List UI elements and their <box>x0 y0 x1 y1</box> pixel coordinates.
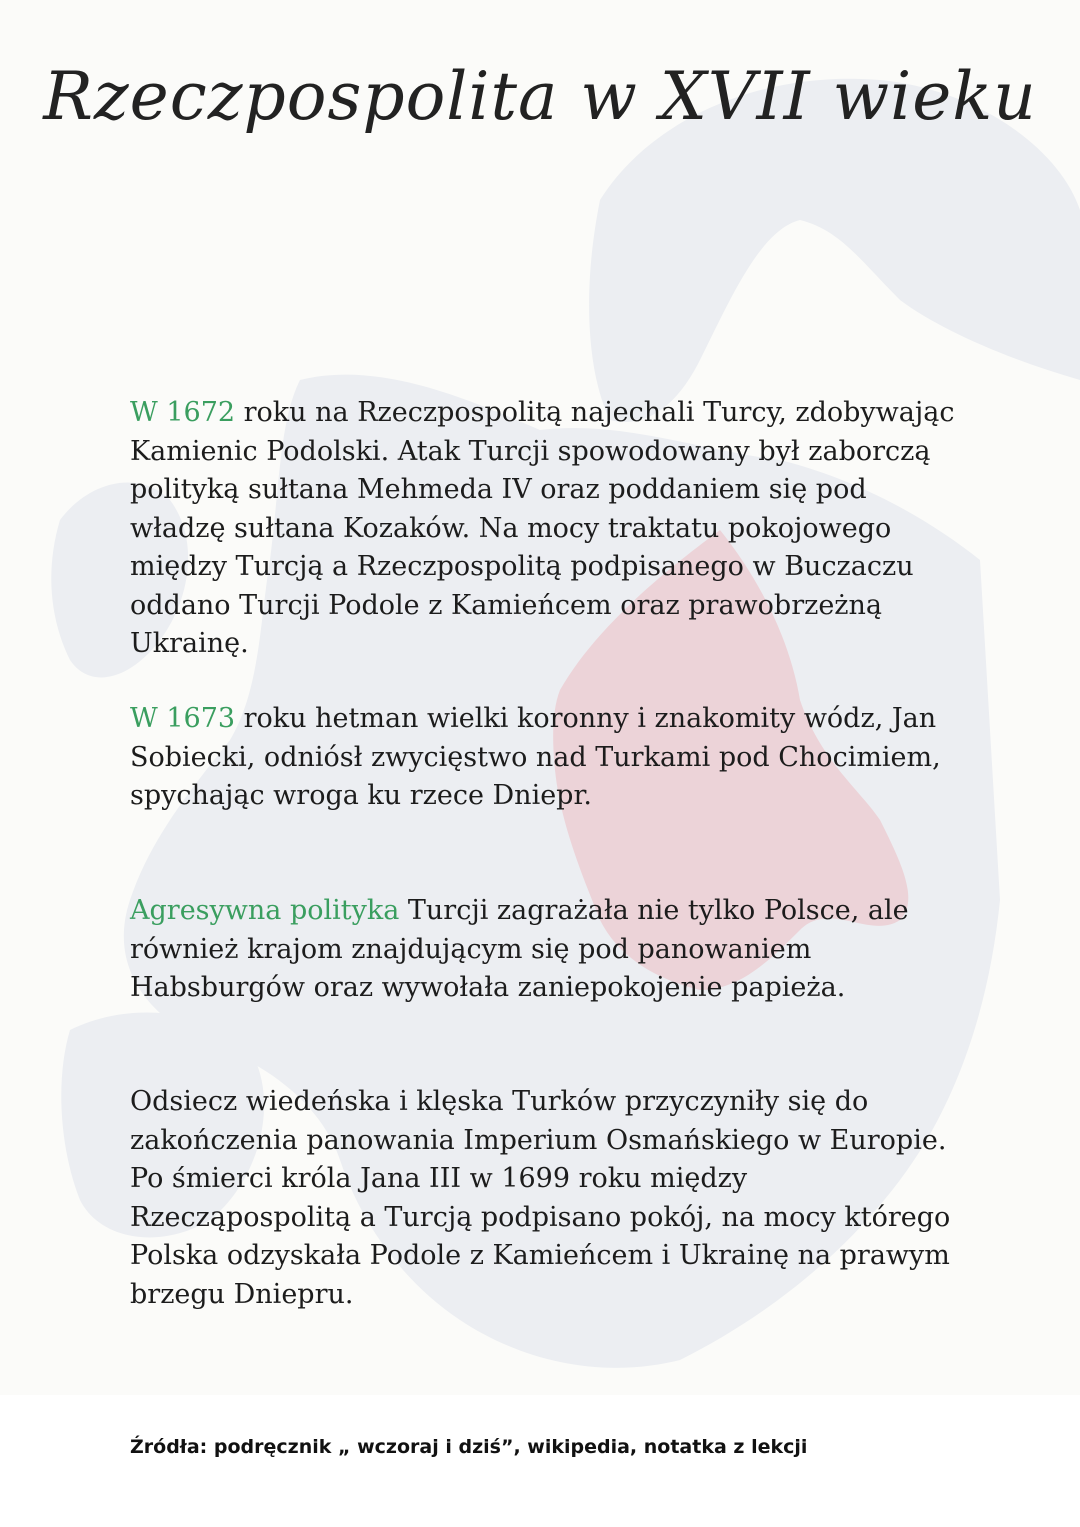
paragraph-1672-text: roku na Rzeczpospolitą najechali Turcy, zdobywając Kamienic Podolski. Atak Turcji spowodowany był zaborczą polityką sułtana Mehmeda IV oraz poddaniem się pod władzę sułtana Kozaków. Na mocy traktatu pokojowego między Turcją a Rzeczpospolitą podpisanego w Buczaczu oddano Turcji Podole z Kamieńcem oraz prawobrzeżną Ukrainę. <box>130 397 955 659</box>
footer-band <box>0 1395 1080 1527</box>
highlight-aggressive-policy: Agresywna polityka <box>130 895 400 926</box>
paragraph-vienna-relief <box>130 1083 960 1314</box>
highlight-1673: W 1673 <box>130 703 236 734</box>
highlight-1672: W 1672 <box>130 397 236 428</box>
paragraph-aggressive-policy-text: Turcji zagrażała nie tylko Polsce, ale również krajom znajdującym się pod panowaniem Habsburgów oraz wywołała zaniepokojenie papieża. <box>130 895 909 1003</box>
paragraph-aggressive-policy <box>130 892 960 1008</box>
paragraph-1673-text: roku hetman wielki koronny i znakomity wódz, Jan Sobiecki, odniósł zwycięstwo nad Turkami pod Chocimiem, spychając wroga ku rzece Dniepr. <box>130 703 941 811</box>
paragraph-1672 <box>130 394 960 664</box>
sources-note: Źródła: podręcznik „ wczoraj i dziś”, wikipedia, notatka z lekcji <box>130 1436 808 1458</box>
page-title: Rzeczpospolita w XVII wieku <box>43 58 1037 135</box>
paragraph-vienna-relief-text: Odsiecz wiedeńska i klęska Turków przyczyniły się do zakończenia panowania Imperium Osmańskiego w Europie. Po śmierci króla Jana III w 1699 roku między Rzecząpospolitą a Turcją podpisano pokój, na mocy którego Polska odzyskała Podole z Kamieńcem i Ukrainę na prawym brzegu Dniepru. <box>130 1086 951 1310</box>
paragraph-1673 <box>130 700 960 816</box>
